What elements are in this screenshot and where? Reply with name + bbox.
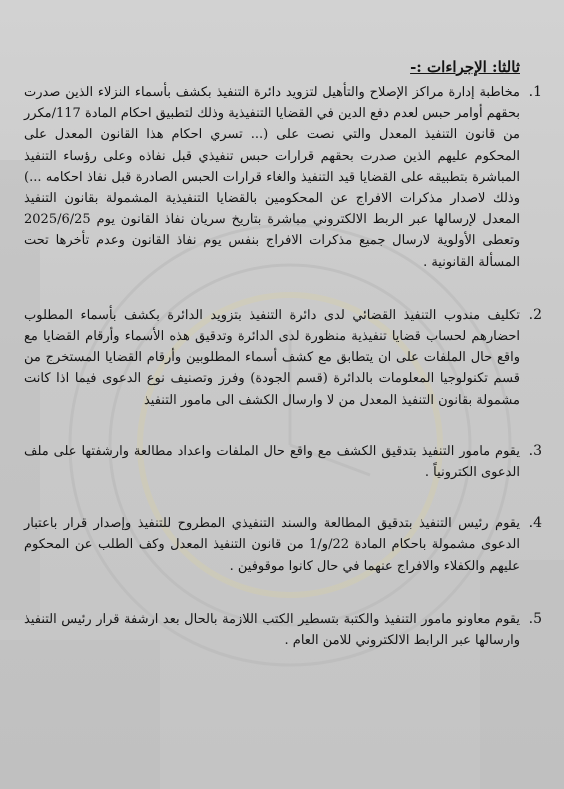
item-text: مخاطبة إدارة مراكز الإصلاح والتأهيل لتزويد دائرة التنفيذ بكشف بأسماء النزلاء الذين صدرت بحقهم أوامر حبس لعدم دفع الدين في القضايا التنفيذية وذلك لتطبيق احكام المادة 117/مكرر من قانون التنفيذ المعدل والتي نصت على (... تسري احكام هذا القانون المعدل على المحكوم عليهم الذين صدرت بحقهم قرارات حبس تنفيذي قبل نفاذه وعلى رؤساء التنفيذ المباشرة بتطبيقه على القضايا قيد التنفيذ والغاء قرارات الحبس الصادرة قبل نفاذ احكامه ...) وذلك لاصدار مذكرات الافراج عن المحكومين بالقضايا التنفيذية المشمولة بقانون التنفيذ المعدل لإرسالها عبر الربط الالكتروني مباشرة بتاريخ سريان نفاذ القانون يوم 2025/6/25 وتعطى الأولوية لارسال جميع مذكرات الافراج بنفس يوم نفاذ القانون وعدم تأخرها تحت المسألة القانونية . [24,85,520,270]
item-text: تكليف مندوب التنفيذ القضائي لدى دائرة التنفيذ بتزويد الدائرة بكشف بأسماء المطلوب احضارهم لحساب قضايا تنفيذية منظورة لدى الدائرة وتدقيق هذه الأسماء وأرقام القضايا مع واقع حال الملفات على ان يتطابق مع كشف أسماء المطلوبين وأرقام القضايا المستخرج من قسم تكنولوجيا المعلومات بالدائرة (قسم الجودة) وفرز وتصنيف نوع الدعوى فيما اذا كانت مشمولة بقانون التنفيذ المعدل من لا وارسال الكشف الى مامور التنفيذ [24,307,520,408]
procedure-item-4 [24,513,542,577]
procedure-item-5 [24,609,542,651]
item-number: .5 [528,610,542,627]
procedures-section [24,58,542,651]
item-number: .3 [528,442,542,459]
procedure-item-1 [24,82,542,273]
item-number: .1 [528,84,542,100]
procedure-item-2 [24,305,542,411]
item-text: يقوم رئيس التنفيذ بتدقيق المطالعة والسند التنفيذي المطروح للتنفيذ وإصدار قرار باعتبار الدعوى مشمولة باحكام المادة 22/و/1 من قانون التنفيذ المعدل وكف الطلب عن المحكوم عليهم والكفلاء والافراج عنهما في حال كانوا موقوفين . [24,516,521,574]
section-heading: ثالثا: الإجراءات :- [410,58,520,76]
procedure-item-3 [24,441,542,483]
item-text: يقوم مامور التنفيذ بتدقيق الكشف مع واقع حال الملفات واعداد مطالعة وارشفتها على ملف الدعوى الكترونياً . [24,443,520,481]
item-text: يقوم معاونو مامور التنفيذ والكتبة بتسطير الكتب اللازمة بالحال بعد ارشفة قرار رئيس التنفيذ وارسالها عبر الرابط الالكتروني للامن العام . [24,611,520,649]
item-number: .2 [528,306,542,323]
item-number: .4 [528,515,542,532]
